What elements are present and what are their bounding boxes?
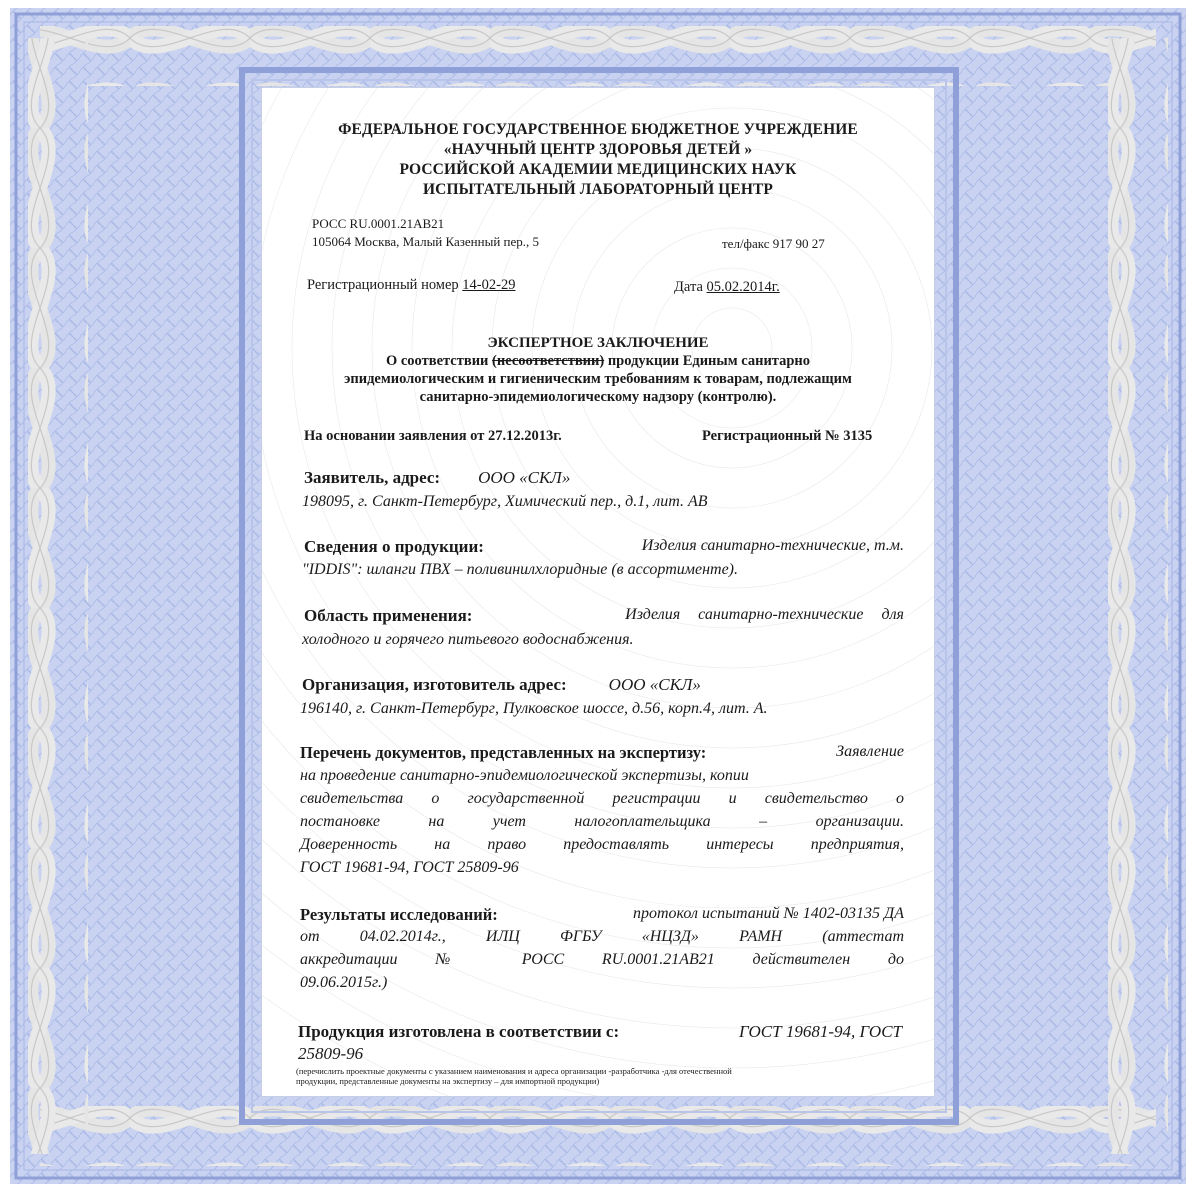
document-title: ЭКСПЕРТНОЕ ЗАКЛЮЧЕНИЕ xyxy=(487,335,709,351)
product-label: Сведения о продукции: xyxy=(304,537,484,556)
header-line-4: ИСПЫТАТЕЛЬНЫЙ ЛАБОРАТОРНЫЙ ЦЕНТР xyxy=(423,181,773,198)
documents-line-6: ГОСТ 19681-94, ГОСТ 25809-96 xyxy=(300,859,519,876)
registration-number-label: Регистрационный номер xyxy=(307,277,459,293)
results-line-4: 09.06.2015г.) xyxy=(300,974,388,991)
registration-number xyxy=(307,277,515,294)
title-subline-3: санитарно-эпидемиологическому надзору (контролю). xyxy=(419,389,777,405)
product-line-1: Изделия санитарно-технические, т.м. xyxy=(641,537,904,554)
conformity-label: Продукция изготовлена в соответствии с: xyxy=(298,1022,620,1041)
application-reg-number: Регистрационный № 3135 xyxy=(702,428,873,444)
accreditation-number: РОСС RU.0001.21АВ21 xyxy=(312,216,445,231)
manufacturer-name: ООО «СКЛ» xyxy=(608,675,701,694)
documents-line-1: Заявление xyxy=(836,743,904,760)
registration-date-value: 05.02.2014г. xyxy=(706,279,780,295)
applicant-label: Заявитель, адрес: xyxy=(304,468,441,487)
registration-date xyxy=(674,279,780,296)
conformity-footnote-2: продукции, представленные документы на экспертизу – для импортной продукции) xyxy=(296,1076,600,1086)
conformity-line-2: 25809-96 xyxy=(298,1044,364,1063)
documents-line-3: свидетельства о государственной регистрации и свидетельство о xyxy=(300,790,904,807)
application-basis: На основании заявления от 27.12.2013г. xyxy=(304,428,562,444)
header-line-3: РОССИЙСКОЙ АКАДЕМИИ МЕДИЦИНСКИХ НАУК xyxy=(399,161,797,178)
manufacturer-row xyxy=(302,675,701,695)
scope-line-2: холодного и горячего питьевого водоснабжения. xyxy=(302,631,634,648)
results-label: Результаты исследований: xyxy=(300,905,498,924)
title-subline-1 xyxy=(262,353,934,370)
conformity-footnote-1: (перечислить проектные документы с указанием наименования и адреса организации -разработчика -для отечественной xyxy=(296,1066,732,1076)
documents-line-2: на проведение санитарно-эпидемиологической экспертизы, копии xyxy=(300,767,749,784)
document-sheet xyxy=(262,88,934,1096)
documents-line-4: постановке на учет налогоплательщика – организации. xyxy=(300,813,904,830)
document-content xyxy=(262,88,934,1096)
manufacturer-address: 196140, г. Санкт-Петербург, Пулковское шоссе, д.56, корп.4, лит. А. xyxy=(300,700,768,717)
conformity-row xyxy=(298,1022,902,1042)
scope-row xyxy=(304,606,904,626)
title-conformity: О соответствии xyxy=(385,353,489,369)
registration-date-label: Дата xyxy=(674,279,703,295)
header-line-1: ФЕДЕРАЛЬНОЕ ГОСУДАРСТВЕННОЕ БЮДЖЕТНОЕ УЧРЕЖДЕНИЕ xyxy=(338,121,858,138)
registration-number-value: 14-02-29 xyxy=(462,277,516,293)
header-line-2: «НАУЧНЫЙ ЦЕНТР ЗДОРОВЬЯ ДЕТЕЙ » xyxy=(443,141,753,158)
lab-address: 105064 Москва, Малый Казенный пер., 5 xyxy=(312,234,540,249)
scope-line-1: Изделия санитарно-технические для xyxy=(625,606,904,623)
applicant-row xyxy=(304,468,570,488)
product-line-2: "IDDIS": шланги ПВХ – поливинилхлоридные (в ассортименте). xyxy=(302,561,738,578)
applicant-name: ООО «СКЛ» xyxy=(478,468,571,487)
results-line-3: аккредитации № РОСС RU.0001.21АВ21 действителен до xyxy=(300,951,904,968)
results-line-2: от 04.02.2014г., ИЛЦ ФГБУ «НЦЗД» РАМН (аттестат xyxy=(300,928,904,945)
title-subline-1-tail: продукции Единым санитарно xyxy=(607,353,811,369)
results-row xyxy=(300,905,904,925)
conformity-line-1: ГОСТ 19681-94, ГОСТ xyxy=(739,1022,902,1041)
documents-row xyxy=(300,743,904,763)
documents-label: Перечень документов, представленных на экспертизу: xyxy=(300,743,707,762)
documents-line-5: Доверенность на право предоставлять интересы предприятия, xyxy=(300,836,904,853)
results-line-1: протокол испытаний № 1402-03135 ДА xyxy=(633,905,904,922)
title-nonconformity-struck: (несоответствии) xyxy=(492,353,605,369)
product-row xyxy=(304,537,904,557)
lab-phone: тел/факс 917 90 27 xyxy=(722,236,825,251)
applicant-address: 198095, г. Санкт-Петербург, Химический пер., д.1, лит. АВ xyxy=(302,493,708,510)
manufacturer-label: Организация, изготовитель адрес: xyxy=(302,675,567,694)
scope-label: Область применения: xyxy=(304,606,473,625)
title-subline-2: эпидемиологическим и гигиеническим требованиям к товарам, подлежащим xyxy=(344,371,852,387)
